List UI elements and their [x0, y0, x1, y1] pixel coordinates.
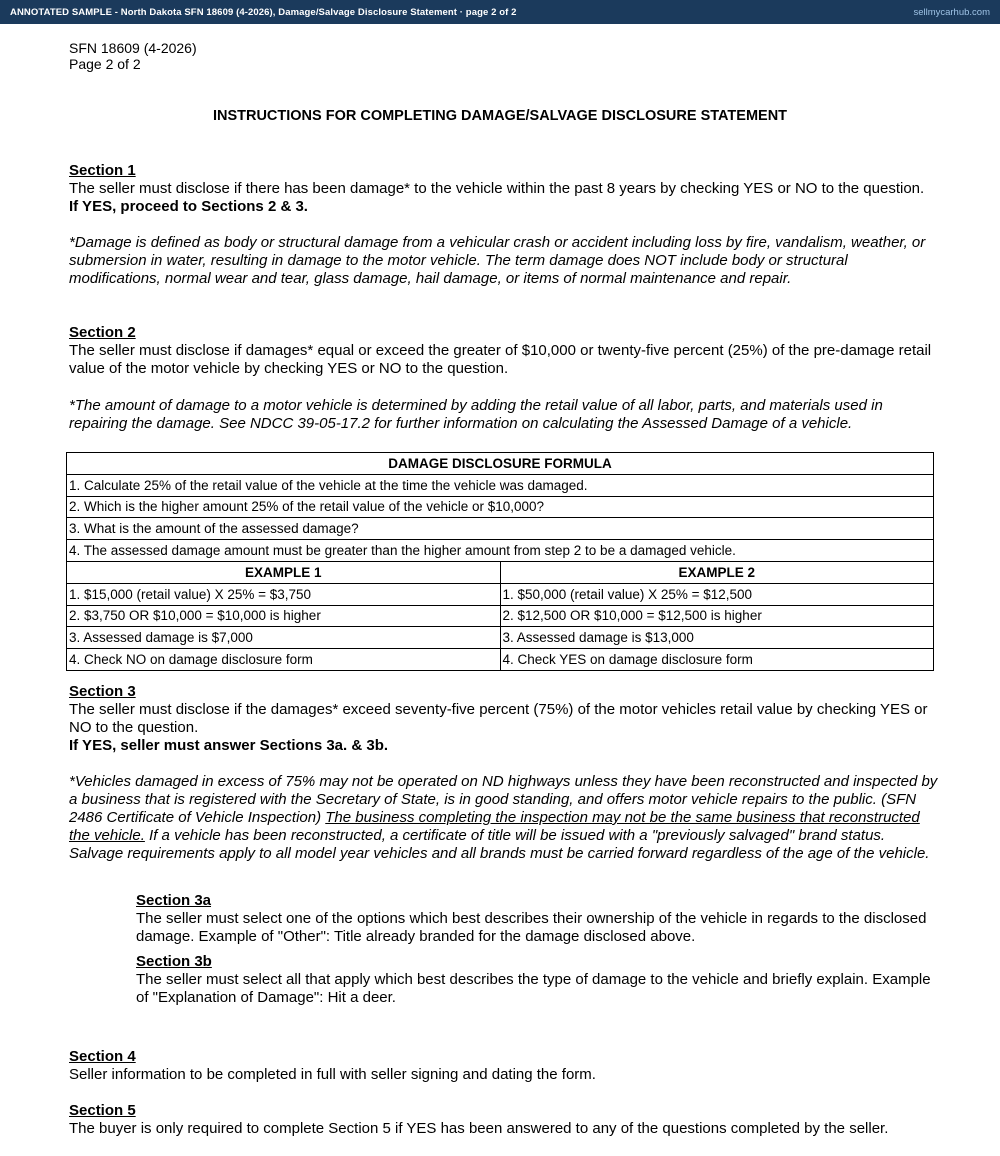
section-5 [69, 1102, 939, 1138]
section-3b-title: Section 3b [136, 953, 212, 970]
section-4 [69, 1048, 939, 1084]
example-1-cell: 1. $15,000 (retail value) X 25% = $3,750 [67, 583, 501, 605]
example-2-cell: 4. Check YES on damage disclosure form [500, 649, 934, 671]
table-row [67, 605, 934, 627]
section-1-note: *Damage is defined as body or structural damage from a vehicular crash or accident including loss by fire, vandalism, weather, or submersion in water, resulting in damage to the motor vehicle. The term damage does NOT include body or structural modifications, normal wear and tear, glass damage, hail damage, or items of normal maintenance and repair. [69, 234, 926, 287]
section-1 [69, 162, 939, 216]
section-3-note-underlined: The business completing the inspection may not be the same business that reconstructed the vehicle. [69, 809, 920, 844]
section-3-note [69, 773, 939, 863]
table-row [67, 561, 934, 583]
table-row [67, 540, 934, 562]
section-2-title: Section 2 [69, 324, 136, 341]
section-3-note-part1: *Vehicles damaged in excess of 75% may not be operated on ND highways unless they have been reconstructed and inspected by a business that is registered with the Secretary of State, is in good standing, and offers motor vehicle repairs to the public. (SFN 2486 Certificate of Vehicle Inspection) [69, 773, 938, 826]
banner-site-link[interactable]: sellmycarhub.com [913, 6, 990, 18]
table-row [67, 627, 934, 649]
section-2-note: *The amount of damage to a motor vehicle is determined by adding the retail value of all labor, parts, and materials used in repairing the damage. See NDCC 39-05-17.2 for further information on calculating the Assessed Damage of a vehicle. [69, 397, 883, 432]
example-1-cell: 4. Check NO on damage disclosure form [67, 649, 501, 671]
example-2-cell: 2. $12,500 OR $10,000 = $12,500 is higher [500, 605, 934, 627]
formula-step: 2. Which is the higher amount 25% of the retail value of the vehicle or $10,000? [67, 496, 934, 518]
table-row [67, 649, 934, 671]
formula-step: 1. Calculate 25% of the retail value of the vehicle at the time the vehicle was damaged. [67, 474, 934, 496]
section-5-body: The buyer is only required to complete Section 5 if YES has been answered to any of the questions completed by the seller. [69, 1120, 889, 1137]
section-1-title: Section 1 [69, 162, 136, 179]
document-page [0, 24, 1000, 1156]
page-number: Page 2 of 2 [69, 56, 141, 72]
section-3-body: The seller must disclose if the damages* exceed seventy-five percent (75%) of the motor vehicles retail value by checking YES or NO to the question. [69, 701, 928, 736]
table-row [67, 474, 934, 496]
section-4-body: Seller information to be completed in full with seller signing and dating the form. [69, 1066, 596, 1083]
example-2-cell: 3. Assessed damage is $13,000 [500, 627, 934, 649]
section-3b [136, 953, 936, 1007]
section-3a-title: Section 3a [136, 892, 212, 909]
example-1-cell: 3. Assessed damage is $7,000 [67, 627, 501, 649]
section-3b-body: The seller must select all that apply which best describes the type of damage to the vehicle and briefly explain. Example of "Explanation of Damage": Hit a deer. [136, 971, 931, 1006]
section-3-title: Section 3 [69, 683, 136, 700]
example-1-title: EXAMPLE 1 [67, 561, 501, 583]
section-3-note-part2: If a vehicle has been reconstructed, a certificate of title will be issued with a "previously salvaged" brand status. Salvage requirements apply to all model year vehicles and all brands must be carried forward regardless of the age of the vehicle. [69, 827, 930, 862]
section-2-body: The seller must disclose if damages* equal or exceed the greater of $10,000 or twenty-five percent (25%) of the pre-damage retail value of the motor vehicle by checking YES or NO to the question. [69, 342, 932, 377]
table-row [67, 496, 934, 518]
table-row [67, 583, 934, 605]
formula-step: 3. What is the amount of the assessed damage? [67, 518, 934, 540]
section-3a [136, 892, 936, 946]
form-identifier [69, 40, 197, 72]
section-3-instruction: If YES, seller must answer Sections 3a. & 3b. [69, 737, 389, 754]
example-2-cell: 1. $50,000 (retail value) X 25% = $12,500 [500, 583, 934, 605]
section-1-instruction: If YES, proceed to Sections 2 & 3. [69, 198, 308, 215]
annotation-banner [0, 0, 1000, 24]
damage-formula-table [66, 452, 934, 671]
section-3a-body: The seller must select one of the options which best describes their ownership of the vehicle in regards to the disclosed damage. Example of "Other": Title already branded for the damage disclosed above. [136, 910, 927, 945]
formula-step: 4. The assessed damage amount must be greater than the higher amount from step 2 to be a damaged vehicle. [67, 540, 934, 562]
example-2-title: EXAMPLE 2 [500, 561, 934, 583]
section-2 [69, 324, 939, 378]
form-number: SFN 18609 (4-2026) [69, 40, 197, 56]
example-1-cell: 2. $3,750 OR $10,000 = $10,000 is higher [67, 605, 501, 627]
section-1-body: The seller must disclose if there has been damage* to the vehicle within the past 8 years by checking YES or NO to the question. [69, 180, 925, 197]
section-4-title: Section 4 [69, 1048, 136, 1065]
section-3 [69, 683, 939, 755]
section-5-title: Section 5 [69, 1102, 136, 1119]
table-row [67, 518, 934, 540]
table-row [67, 453, 934, 475]
page-title: INSTRUCTIONS FOR COMPLETING DAMAGE/SALVAGE DISCLOSURE STATEMENT [212, 108, 788, 124]
banner-title: ANNOTATED SAMPLE - North Dakota SFN 18609 (4-2026), Damage/Salvage Disclosure Statement · page 2 of 2 [10, 6, 517, 18]
formula-title: DAMAGE DISCLOSURE FORMULA [67, 453, 934, 475]
